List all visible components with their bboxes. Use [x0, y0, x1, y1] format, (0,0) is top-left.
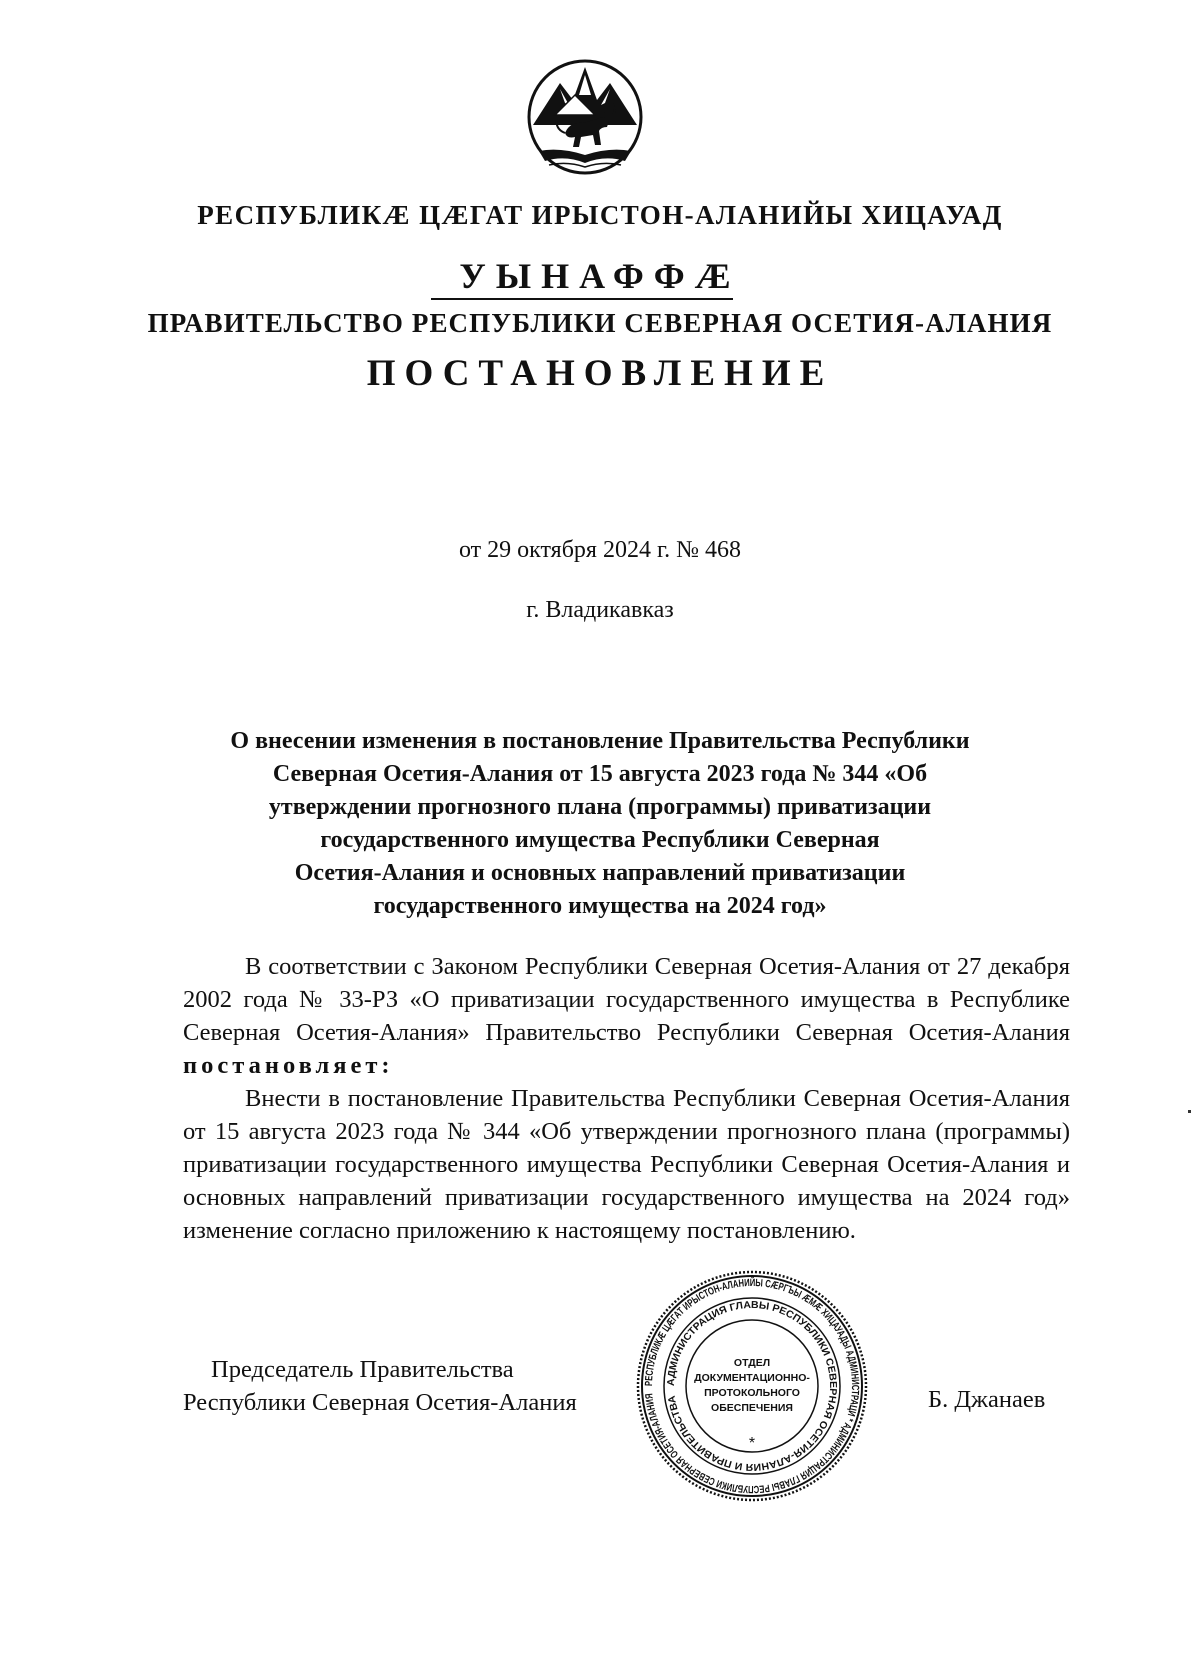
document-date-number: от 29 октября 2024 г. № 468 — [458, 537, 741, 563]
stamp-center-line: ОТДЕЛ — [733, 1357, 771, 1369]
coat-of-arms-emblem — [525, 55, 645, 185]
document-title — [180, 725, 1020, 923]
document-city: г. Владикавказ — [526, 597, 674, 623]
document-title-line: Осетия-Алания и основных направлений приватизации — [294, 860, 906, 886]
stamp-center-line: ОБЕСПЕЧЕНИЯ — [711, 1402, 793, 1414]
stamp-center-line: ПРОТОКОЛЬНОГО — [704, 1387, 800, 1399]
scan-mark — [1188, 1110, 1191, 1113]
signature-name: Б. Джанаев — [928, 1386, 1046, 1413]
resolves-verb: постановляет: — [183, 1052, 394, 1079]
document-title-line: О внесении изменения в постановление Правительства Республики — [230, 728, 970, 754]
body-paragraph: Внести в постановление Правительства Республики Северная Осетия-Алания от 15 августа 2023 года № 344 «Об утверждении прогнозного плана (программы) приватизации государственного имущества Республики Северная Осетия-Алания и основных направлений приватизации государственного имущества на 2024 год» изменение согласно приложению к настоящему постановлению. — [183, 1085, 1070, 1244]
document-title-line: утверждении прогнозного плана (программы) приватизации — [268, 794, 932, 820]
header-title-ossetian: РЕСПУБЛИКӔ ЦӔГАТ ИРЫСТОН-АЛАНИЙЫ ХИЦАУАД — [197, 200, 1003, 230]
stamp-middle-text: АДМИНИСТРАЦИЯ ГЛАВЫ РЕСПУБЛИКИ СЕВЕРНАЯ ОСЕТИЯ-АЛАНИЯ И ПРАВИТЕЛЬСТВА — [665, 1299, 839, 1473]
document-title-line: государственного имущества Республики Северная — [320, 827, 880, 853]
stamp-star: * — [748, 1435, 756, 1452]
official-stamp — [634, 1268, 870, 1504]
body-paragraph — [183, 950, 1070, 1082]
document-title-line: Северная Осетия-Алания от 15 августа 2023 года № 344 «Об — [272, 761, 928, 787]
header-resolution-ossetian: УЫНАФФӔ — [459, 256, 741, 296]
document-body — [183, 950, 1070, 1247]
signature-position-line: Республики Северная Осетия-Алания — [183, 1389, 577, 1416]
stamp-outer-text: РЕСПУБЛИКӔ ЦӔГАТ ИРЫСТОН-АЛАНИЙЫ СӔРГЪЫ ӔМӔ ХИЦАУАДЫ АДМИНИСТРАЦИ * АДМИНИСТРАЦИЯ ГЛАВЫ РЕСПУБЛИКИ СЕВЕРНАЯ ОСЕТИЯ-АЛАНИЯ — [642, 1276, 862, 1496]
stamp-center-line: ДОКУМЕНТАЦИОННО- — [694, 1372, 810, 1384]
header-divider — [431, 298, 733, 300]
signature-position — [183, 1353, 577, 1419]
header-resolution-russian: ПОСТАНОВЛЕНИЕ — [366, 353, 834, 394]
document-title-line: государственного имущества на 2024 год» — [373, 893, 827, 919]
signature-position-line: Председатель Правительства — [211, 1356, 514, 1383]
header-title-russian: ПРАВИТЕЛЬСТВО РЕСПУБЛИКИ СЕВЕРНАЯ ОСЕТИЯ-АЛАНИЯ — [147, 308, 1053, 338]
body-paragraph-text: В соответствии с Законом Республики Северная Осетия-Алания от 27 декабря 2002 года № 33-РЗ «О приватизации государственного имущества в Республике Северная Осетия-Алания» Правительство Республики Северная Осетия-Алания — [183, 953, 1070, 1046]
